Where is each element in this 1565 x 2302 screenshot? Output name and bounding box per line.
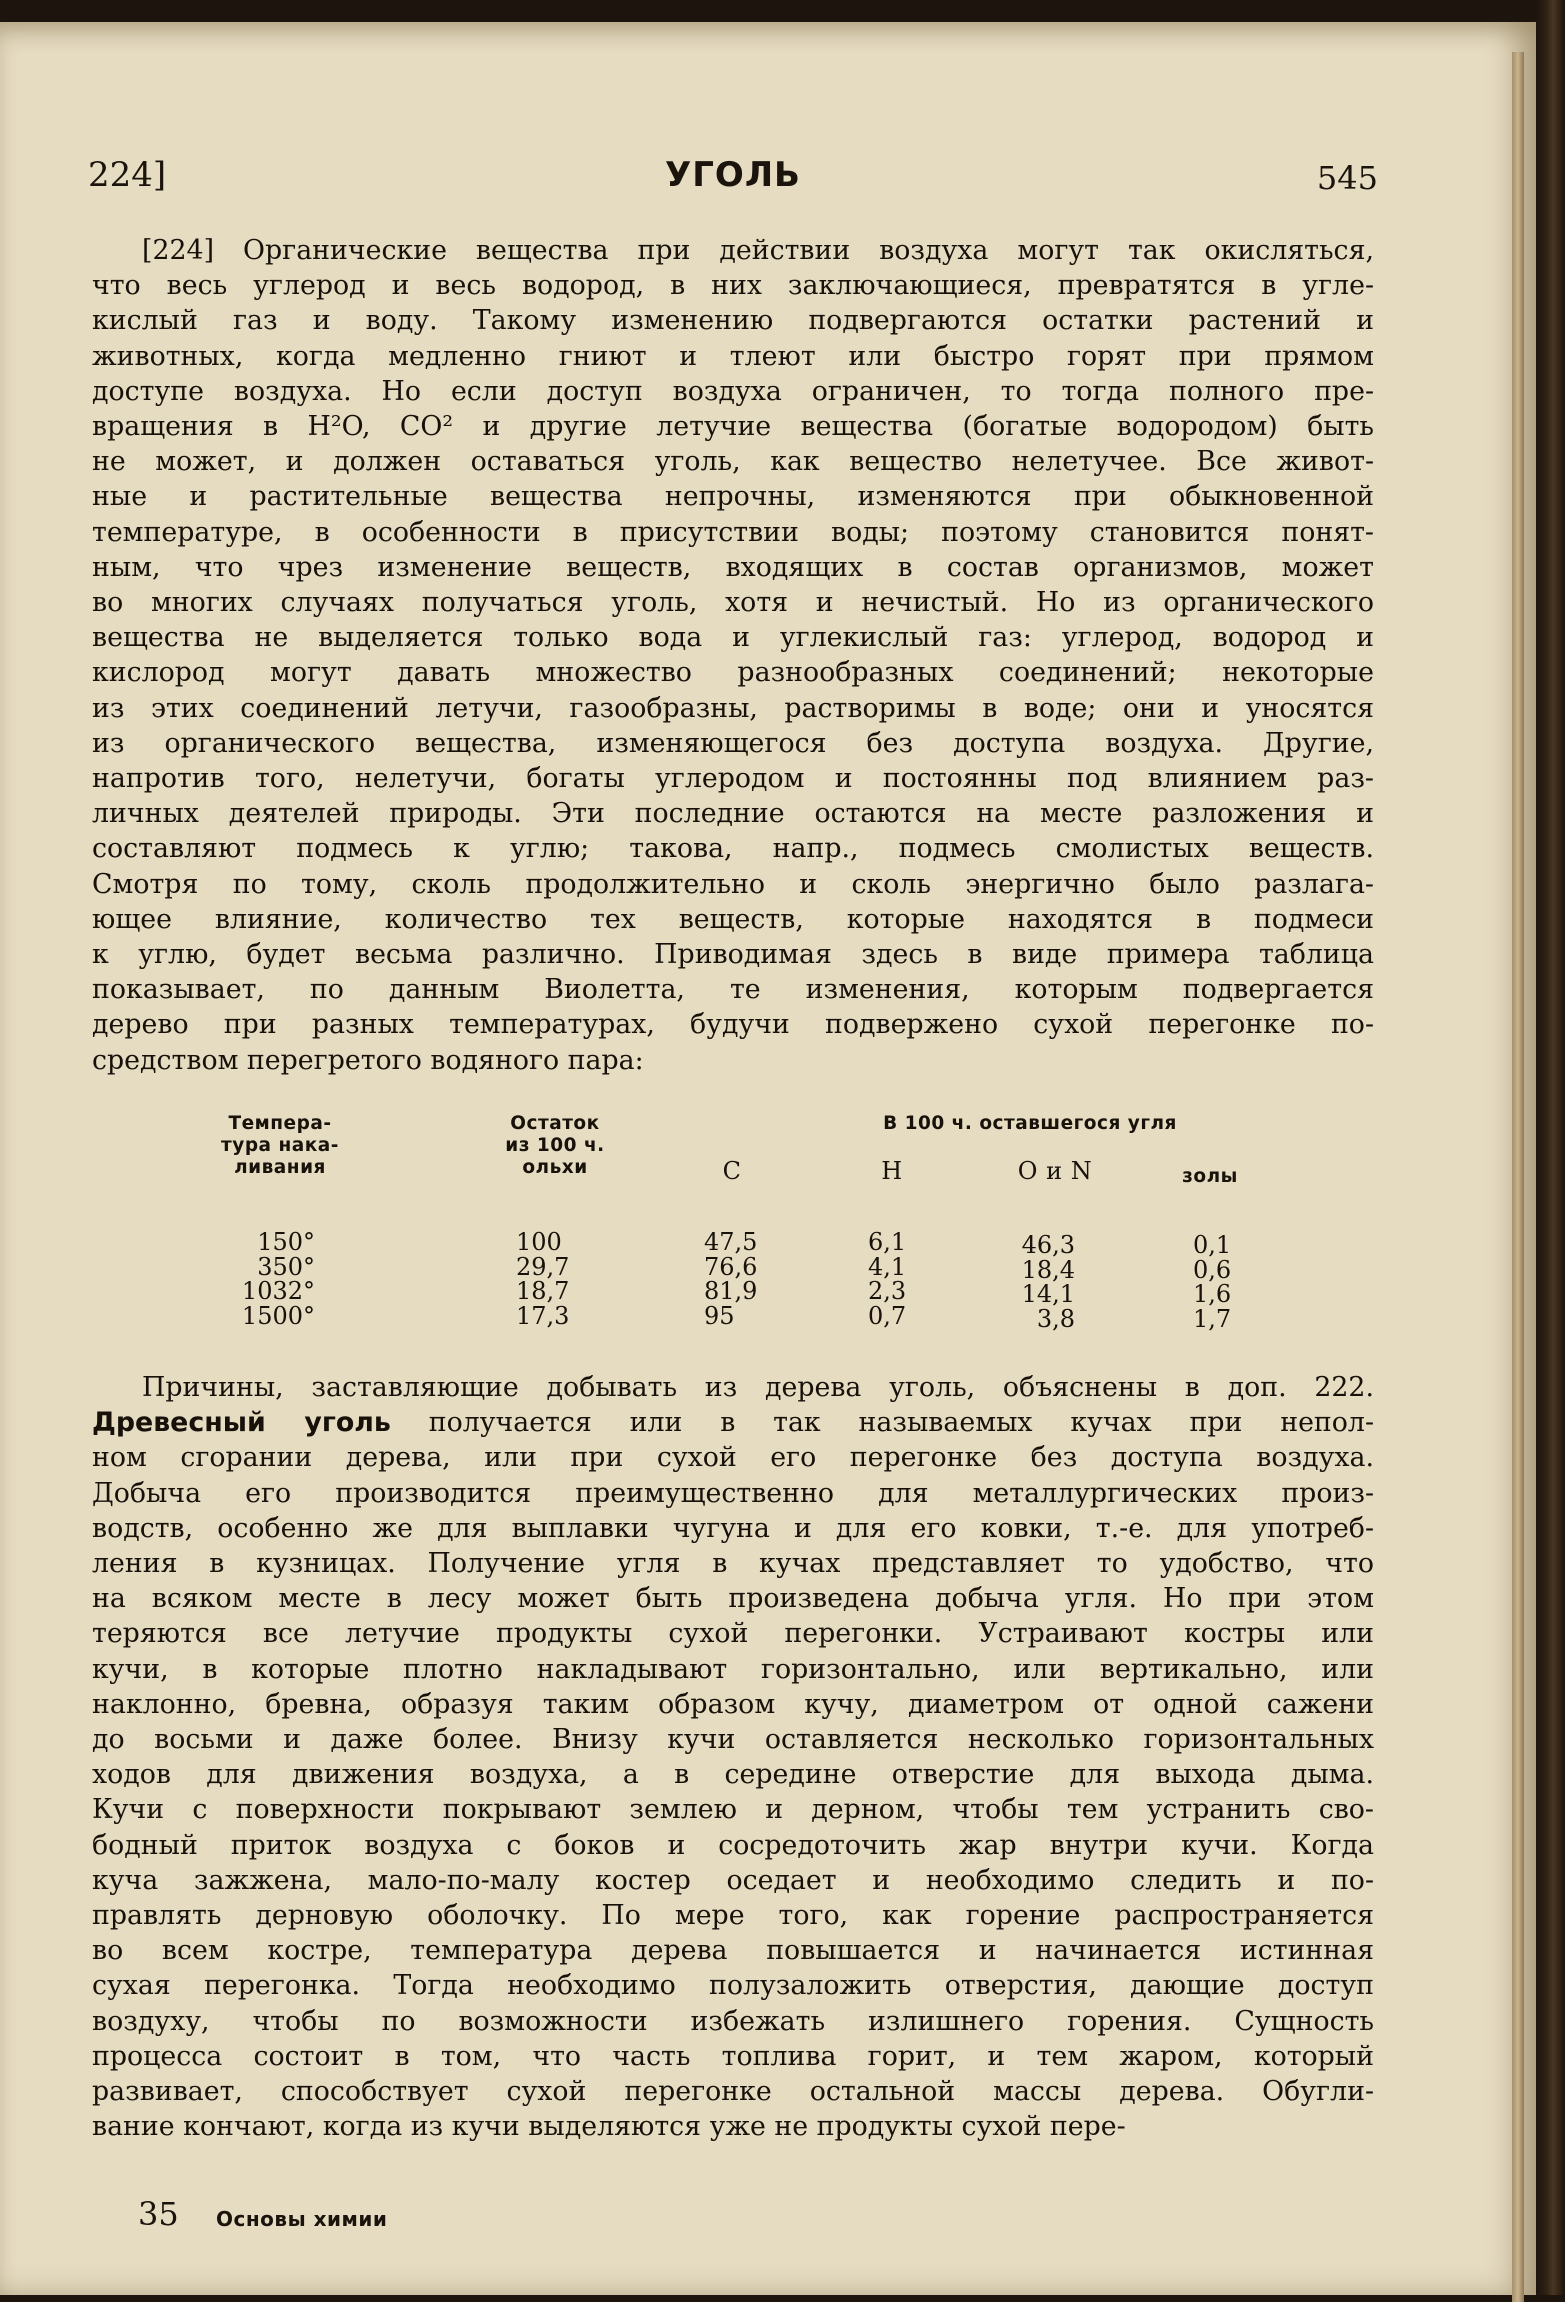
text-line: вание кончают, когда из кучи выделяются уже не продукты сухой пере- [92, 2111, 1126, 2143]
header-ash: золы [1182, 1166, 1238, 1187]
text-line: ные и растительные вещества непрочны, изменяются при обыкновенной [92, 481, 1374, 513]
running-header [88, 155, 1378, 205]
header-carbon: C [722, 1157, 742, 1185]
page-number: 545 [1316, 159, 1378, 197]
text-line: ходов для движения воздуха, а в середине отверстие для выхода дыма. [92, 1759, 1374, 1791]
column-oxygen-nitrogen [1005, 1233, 1075, 1331]
signature-number: 35 [138, 2195, 179, 2233]
text-line: ющее влияние, количество тех веществ, которые находятся в подмеси [92, 903, 1374, 935]
table-cell: 1500° [241, 1301, 315, 1330]
text-line: сухая перегонка. Тогда необходимо полузаложить отверстия, дающие доступ [92, 1970, 1374, 2002]
table-cell: 14,1 [1021, 1280, 1075, 1308]
text-line: водств, особенно же для выплавки чугуна и для его ковки, т.-е. для употреб- [92, 1512, 1374, 1544]
section-reference: 224] [88, 155, 167, 195]
table-cell: 76,6 [704, 1252, 758, 1281]
header-temperature-line: ливания [234, 1157, 326, 1178]
page-title: УГОЛЬ [665, 155, 801, 195]
header-temperature [205, 1113, 355, 1179]
text-fragment: получается или в так называемых кучах при непол- [390, 1407, 1375, 1439]
column-ash [1193, 1233, 1253, 1331]
text-line: кучи, в которые плотно накладывают горизонтально, или вертикально, или [92, 1653, 1374, 1685]
table-cell: 17,3 [516, 1301, 570, 1330]
table-cell: 46,3 [1021, 1231, 1075, 1259]
table-cell: 0,6 [1193, 1255, 1232, 1284]
table-cell: 3,8 [1036, 1304, 1075, 1333]
table-cell: 0,1 [1193, 1231, 1232, 1259]
text-line: наклонно, бревна, образуя таким образом кучу, диаметром от одной сажени [92, 1688, 1374, 1720]
table-cell: 1,6 [1193, 1280, 1232, 1308]
page-edge [1512, 52, 1524, 2302]
term-charcoal: Древесный уголь [92, 1407, 391, 1439]
text-line: бодный приток воздуха с боков и сосредоточить жар внутри кучи. Когда [92, 1829, 1374, 1861]
header-hydrogen: H [881, 1157, 903, 1185]
header-residue [480, 1113, 630, 1179]
table-cell: 4,1 [868, 1252, 907, 1281]
header-temperature-line: Темпера- [228, 1113, 332, 1134]
column-temperature [210, 1230, 315, 1328]
table-cell: 18,4 [1021, 1255, 1075, 1284]
text-line: личных деятелей природы. Эти последние остаются на месте разложения и [92, 798, 1374, 830]
table-cell: 100 [516, 1228, 562, 1256]
header-residue-line: Остаток [510, 1113, 600, 1134]
text-line: до восьми и даже более. Внизу кучи оставляется несколько горизонтальных [92, 1724, 1374, 1756]
text-line: процесса состоит в том, что часть топлива горит, и тем жаром, который [92, 2040, 1374, 2072]
text-line: на всяком месте в лесу может быть произведена добыча угля. Но при этом [92, 1583, 1374, 1615]
text-line: Причины, заставляющие добывать из дерева уголь, объяснены в доп. 222. [142, 1372, 1374, 1403]
text-line: доступе воздуха. Но если доступ воздуха ограничен, то тогда полного пре- [92, 375, 1374, 407]
header-temperature-line: тура нака- [221, 1135, 339, 1156]
column-carbon [704, 1230, 774, 1328]
table-cell: 1,7 [1193, 1304, 1232, 1333]
text-line: во всем костре, температура дерева повышается и начинается истинная [92, 1935, 1374, 1967]
header-residue-line: ольхи [522, 1157, 588, 1178]
column-hydrogen [868, 1230, 928, 1328]
table-cell: 81,9 [704, 1277, 758, 1305]
text-line: из органического вещества, изменяющегося без доступа воздуха. Другие, [92, 727, 1374, 759]
header-group-coal: В 100 ч. оставшегося угля [883, 1113, 1177, 1134]
table-cell: 95 [704, 1301, 735, 1330]
text-line: средством перегретого водяного пара: [92, 1044, 644, 1076]
text-line: не может, и должен оставаться уголь, как вещество нелетучее. Все живот- [92, 446, 1374, 478]
signature-title: Основы химии [216, 2207, 388, 2231]
paragraph-organic-substances [92, 233, 1374, 1078]
text-line: животных, когда медленно гниют и тлеют или быстро горят при прямом [92, 340, 1374, 372]
table-cell: 6,1 [868, 1228, 907, 1256]
text-line: Добыча его производится преимущественно для металлургических произ- [92, 1477, 1374, 1509]
paragraph-charcoal [92, 1370, 1374, 2144]
text-line: из этих соединений летучи, газообразны, растворимы в воде; они и уносятся [92, 692, 1374, 724]
table-cell: 0,7 [868, 1301, 907, 1330]
table-cell: 150° [257, 1228, 315, 1256]
text-line: правлять дерновую оболочку. По мере того, как горение распространяется [92, 1900, 1374, 1932]
table-cell: 47,5 [704, 1228, 758, 1256]
column-residue [516, 1230, 606, 1328]
text-line: показывает, по данным Виолетта, те изменения, которым подвергается [92, 974, 1374, 1006]
text-line: кислый газ и воду. Такому изменению подвергаются остатки растений и [92, 305, 1374, 337]
text-line: [224] Органические вещества при действии воздуха могут так окисляться, [142, 235, 1374, 266]
text-line: напротив того, нелетучи, богаты углеродом и постоянны под влиянием раз- [92, 763, 1374, 795]
text-line: теряются все летучие продукты сухой перегонки. Устраивают костры или [92, 1618, 1374, 1650]
book-spine [1536, 0, 1565, 2295]
text-line: дерево при разных температурах, будучи подвержено сухой перегонке по- [92, 1009, 1374, 1041]
text-line: Смотря по тому, сколь продолжительно и сколь энергично было разлага- [92, 868, 1374, 900]
text-line: ления в кузницах. Получение угля в кучах представляет то удобство, что [92, 1548, 1374, 1580]
text-line: температуре, в особенности в присутствии воды; поэтому становится понят- [92, 516, 1374, 548]
header-oxygen-nitrogen: O и N [1017, 1157, 1093, 1185]
text-line: что весь углерод и весь водород, в них заключающиеся, превратятся в угле- [92, 270, 1374, 302]
table-cell: 29,7 [516, 1252, 570, 1281]
text-line: развивает, способствует сухой перегонке остальной массы дерева. Обугли- [92, 2076, 1374, 2108]
text-line: ным, что чрез изменение веществ, входящих в состав организмов, может [92, 551, 1374, 583]
table-cell: 2,3 [868, 1277, 907, 1305]
text-line: воздуху, чтобы по возможности избежать излишнего горения. Сущность [92, 2005, 1374, 2037]
text-line: составляют подмесь к углю; такова, напр., подмесь смолистых веществ. [92, 833, 1374, 865]
text-line: вещества не выделяется только вода и углекислый газ: углерод, водород и [92, 622, 1374, 654]
table-cell: 18,7 [516, 1277, 570, 1305]
header-residue-line: из 100 ч. [505, 1135, 605, 1156]
table-cell: 1032° [241, 1277, 315, 1305]
text-line: кислород могут давать множество разнообразных соединений; некоторые [92, 657, 1374, 689]
text-line: вращения в H²O, CO² и другие летучие вещества (богатые водородом) быть [92, 411, 1374, 443]
table-cell: 350° [257, 1252, 315, 1281]
text-line [92, 1405, 1374, 1440]
text-line: куча зажжена, мало-по-малу костер оседает и необходимо следить и по- [92, 1864, 1374, 1896]
text-line: во многих случаях получаться уголь, хотя и нечистый. Но из органического [92, 587, 1374, 619]
text-line: ном сгорании дерева, или при сухой его перегонке без доступа воздуха. [92, 1442, 1374, 1474]
text-line: к углю, будет весьма различно. Приводимая здесь в виде примера таблица [92, 939, 1374, 971]
text-line: Кучи с поверхности покрывают землею и дерном, чтобы тем устранить сво- [92, 1794, 1374, 1826]
